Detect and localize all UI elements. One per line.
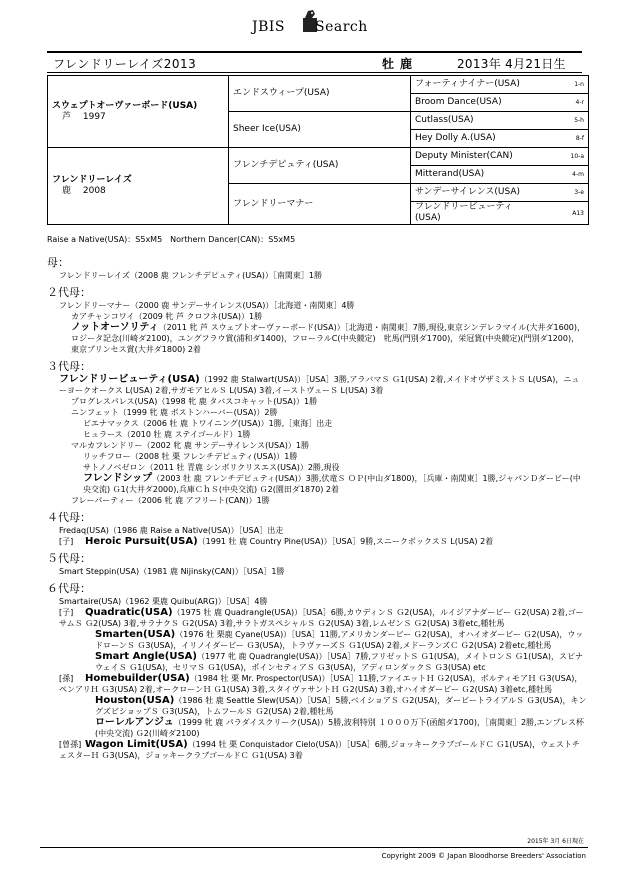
dam-info: 鹿 2008 xyxy=(62,186,106,196)
family-g2b-name: ノットオーソリティ xyxy=(71,322,159,333)
copyright: Copyright 2009 © Japan Bloodhorse Breeders' Association xyxy=(381,852,586,860)
g3-family-2: 5-h xyxy=(537,112,589,130)
footer-divider xyxy=(40,847,588,848)
family-g6d-name: Homebuilder(USA) xyxy=(85,673,190,684)
family-g2[interactable]: フレンドリーマナー（2000 鹿 サンデーサイレンス(USA)）［北海道・南関東］4勝 xyxy=(59,301,355,310)
family-g6a[interactable] xyxy=(47,607,587,629)
g3-name-6[interactable]: サンデーサイレンス(USA) xyxy=(411,184,538,202)
tag-child: [子] xyxy=(59,537,74,546)
g3-name-4[interactable]: Deputy Minister(CAN) xyxy=(411,148,538,166)
tag-child-2: [子] xyxy=(59,608,74,617)
sire-sire-cell[interactable]: エンドスウィープ(USA) xyxy=(229,76,411,112)
family-g6e-name: Houston(USA) xyxy=(95,695,175,706)
family-g6c-rest: （1977 牝 鹿 Quadrangle(USA)）［USA］7勝,フリゼットＳ Ｇ1(USA)，メイトロンＳ Ｇ1(USA)，スピナウェイＳ Ｇ1(USA)，セリマＳ Ｇ1(USA)，ポインセティアＳ Ｇ3(USA)，アディロンダックＳ Ｇ3(USA) etc xyxy=(95,652,583,672)
family-g6g[interactable] xyxy=(47,739,587,761)
family-g4a-rest: （1991 牡 鹿 Country Pine(USA)）［USA］9勝,スニークボックスＳ L(USA) 2着 xyxy=(197,537,494,546)
heading-g5: ５代母： xyxy=(47,552,91,565)
family-g6e[interactable] xyxy=(47,695,587,717)
family-g6g-name: Wagon Limit(USA) xyxy=(85,739,188,750)
family-g6a-name: Quadratic(USA) xyxy=(85,607,173,618)
dam-name: フレンドリーレイズ xyxy=(52,175,132,185)
family-g6e-rest: （1986 牡 鹿 Seattle Slew(USA)）［USA］5勝,ベイショアＳ Ｇ2(USA)，ダービートライアルＳ Ｇ3(USA)，キングズビショップＳ Ｇ3(USA)，トムフールＳ Ｇ2(USA) 2着,種牡馬 xyxy=(95,696,587,716)
family-g3[interactable] xyxy=(47,374,587,396)
family-g6g-rest: （1994 牡 栗 Conquistador Cielo(USA)）［USA］6勝,ジョッキークラブゴールドＣ Ｇ1(USA)，ウェストチェスターＨ Ｇ3(USA)，ジョッキークラブゴールドＣ Ｇ1(USA) 3着 xyxy=(59,740,580,760)
dam-cell[interactable] xyxy=(48,148,229,225)
g3-family-3: 8-f xyxy=(537,130,589,148)
g3-name-3[interactable]: Hey Dolly A.(USA) xyxy=(411,130,538,148)
family-g6d[interactable] xyxy=(47,673,587,695)
family-g6a-rest: （1975 牡 鹿 Quadrangle(USA)）［USA］6勝,カウディンＳ Ｇ2(USA)，ルイジアナダービー Ｇ2(USA) 2着,ゴーサムＳ Ｇ2(USA) 3着,サラナクＳ Ｇ2(USA) 3着,サラトガスペシャルＳ Ｇ2(USA) 3着,レムゼンＳ Ｇ2(USA) 3着etc,種牡馬 xyxy=(59,608,584,628)
family-g3-rest: （1992 鹿 Stalwart(USA)）［USA］3勝,アラバマＳ Ｇ1(USA) 2着,メイドオヴザミストＳ L(USA)，ニューヨークオークス L(USA) 2着,サガモアヒルＳ L(USA) 3着,イーストヴューＳ L(USA) 3着 xyxy=(59,375,580,395)
family-g3b1[interactable]: ビエナマックス（2006 牡 鹿 トワイニング(USA)）1勝,［東海］出走 xyxy=(83,419,333,428)
as-of-date: 2015年 3月 6日現在 xyxy=(527,838,584,845)
family-g4a-name: Heroic Pursuit(USA) xyxy=(85,536,198,547)
g3-family-1: 4-r xyxy=(537,94,589,112)
family-g2a[interactable]: カアチャンコワイ（2009 牝 芦 クロフネ(USA)）1勝 xyxy=(71,312,263,321)
family-g6d-rest: （1984 牡 栗 Mr. Prospector(USA)）［USA］11勝,ファイエットＨ Ｇ2(USA)，ボルティモアＨ Ｇ3(USA)，ペンアリＨ Ｇ3(USA) 2着,オークローンＨ Ｇ1(USA) 3着,スタイヴァサントＨ Ｇ2(USA) 3着,オハイオダービー Ｇ2(USA) 3着etc,種牡馬 xyxy=(59,674,583,694)
pedigree-table xyxy=(47,75,589,225)
tag-great-grandchild: [曽孫] xyxy=(59,740,82,749)
family-g3b2[interactable]: ヒュラース（2010 牡 鹿 ステイゴールド）1勝 xyxy=(83,430,251,439)
tag-grandchild: [孫] xyxy=(59,674,74,683)
horse-name: フレンドリーレイズ2013 xyxy=(53,57,197,71)
family-g3d-name: フレンドシップ xyxy=(83,473,153,484)
heading-dam: 母： xyxy=(47,256,69,269)
family-dam[interactable]: フレンドリーレイズ（2008 鹿 フレンチデピュティ(USA)）［南関東］1勝 xyxy=(59,271,323,280)
family-g2b[interactable] xyxy=(47,322,587,355)
inbreeding-note: Raise a Native(USA)：S5xM5 Northern Dancer(CAN)：S5xM5 xyxy=(47,235,296,244)
dam-dam-cell[interactable]: フレンドリーマナー xyxy=(229,184,411,225)
family-g2b-rest: （2011 牝 芦 スウェプトオーヴァーボード(USA)）［北海道・南関東］7勝,現役,東京シンデレラマイル(大井ダ1600)，ロジータ記念(川崎ダ2100)，ユングフラウ賞(浦和ダ1400)，フローラルC(中央競定) 牝馬(門別ダ1700)，栄冠賞(中央競定)(門別ダ1200)，東京プリンセス賞(大井ダ1800) 2着 xyxy=(71,323,586,354)
family-g3d-rest: （2003 牡 鹿 フレンチデピュティ(USA)）3勝,伏竜Ｓ ＯＰ(中山ダ1800)，［兵庫・南関東］1勝,ジャパンＤダービー(中央交流) Ｇ1(大井ダ2000),兵庫ＣｈＳ(中央交流) Ｇ2(園田ダ1870) 2着 xyxy=(83,474,581,494)
family-g3a[interactable]: プログレスパレス(USA)（1998 牝 鹿 タバスコキャット(USA)）1勝 xyxy=(71,397,318,406)
family-g3c1[interactable]: リッチフロー（2008 牡 栗 フレンチデピュティ(USA)）1勝 xyxy=(83,452,298,461)
g3-family-0: 1-n xyxy=(537,76,589,94)
g3-name-0[interactable]: フォーティナイナー(USA) xyxy=(411,76,538,94)
family-g6b-rest: （1976 牡 栗鹿 Cyane(USA)）［USA］11勝,アメリカンダービー Ｇ2(USA)，オハイオダービー Ｇ2(USA)，ウッドローンＳ Ｇ3(USA)，イリノイダービー Ｇ3(USA)，トラヴァーズＳ Ｇ1(USA) 2着,メドーランズＣ Ｇ2(USA) 2着etc,種牡馬 xyxy=(95,630,584,650)
g3-name-7[interactable]: フレンドリービューティ(USA) xyxy=(411,202,538,225)
title-bar xyxy=(47,51,582,73)
family-g3c[interactable]: マルカフレンドリー（2002 牝 鹿 サンデーサイレンス(USA)）1勝 xyxy=(71,441,309,450)
g3-family-7: A13 xyxy=(537,202,589,225)
family-g6c[interactable] xyxy=(47,651,587,673)
sire-dam-cell[interactable]: Sheer Ice(USA) xyxy=(229,112,411,148)
family-g3c2[interactable]: サトノノベゼロン（2011 牡 青鹿 シンボリクリスエス(USA)）2勝,現役 xyxy=(83,463,340,472)
family-g5[interactable]: Smart Steppin(USA)（1981 鹿 Nijinsky(CAN)）［USA］1勝 xyxy=(59,567,285,576)
family-g6f-name: ローレルアンジュ xyxy=(95,717,174,728)
family-g6f-rest: （1999 牝 鹿 パラダイスクリーク(USA)）5勝,波利特別 １０００万下(函館ダ1700)，［南関東］2勝,エンプレス杯(中央交流) Ｇ2(川崎ダ2100) xyxy=(95,718,585,738)
family-g3b[interactable]: ニンフェット（1999 牝 鹿 ボストンハーバー(USA)）2勝 xyxy=(71,408,278,417)
family-g4[interactable]: Fredaq(USA)（1986 鹿 Raise a Native(USA)）［USA］出走 xyxy=(59,526,284,535)
family-g3-name: フレンドリービューティ(USA) xyxy=(59,374,200,385)
family-content xyxy=(47,251,587,761)
heading-g3: ３代母： xyxy=(47,360,91,373)
g3-family-6: 3-e xyxy=(537,184,589,202)
family-g6c-name: Smart Angle(USA) xyxy=(95,651,197,662)
heading-g2: ２代母： xyxy=(47,286,91,299)
jbis-logo[interactable] xyxy=(252,8,374,38)
family-g6b[interactable] xyxy=(47,629,587,651)
family-g4a[interactable] xyxy=(47,536,587,547)
g3-family-5: 4-m xyxy=(537,166,589,184)
family-g6[interactable]: Smartaire(USA)（1962 栗鹿 Quibu(ARG)）［USA］4勝 xyxy=(59,597,268,606)
heading-g6: ６代母： xyxy=(47,582,91,595)
birth-date: 2013年 4月21日生 xyxy=(457,57,566,71)
sire-name: スウェプトオーヴァーボード(USA) xyxy=(52,100,198,111)
heading-g4: ４代母： xyxy=(47,511,91,524)
g3-name-2[interactable]: Cutlass(USA) xyxy=(411,112,538,130)
family-g6f[interactable] xyxy=(47,717,587,739)
family-g3d[interactable] xyxy=(47,473,587,495)
logo-text-search: Search xyxy=(315,19,368,35)
g3-family-4: 10-a xyxy=(537,148,589,166)
dam-sire-cell[interactable]: フレンチデピュティ(USA) xyxy=(229,148,411,184)
sire-cell[interactable] xyxy=(48,76,229,148)
logo-text-jbis: JBIS xyxy=(252,19,286,35)
sex-color: 牡鹿 xyxy=(382,57,419,71)
family-g3e[interactable]: フレーパーティー（2006 牝 鹿 アフリート(CAN)）1勝 xyxy=(71,496,270,505)
g3-name-5[interactable]: Mitterand(USA) xyxy=(411,166,538,184)
sire-info: 芦 1997 xyxy=(62,111,106,122)
family-g6b-name: Smarten(USA) xyxy=(95,629,176,640)
g3-name-1[interactable]: Broom Dance(USA) xyxy=(411,94,538,112)
